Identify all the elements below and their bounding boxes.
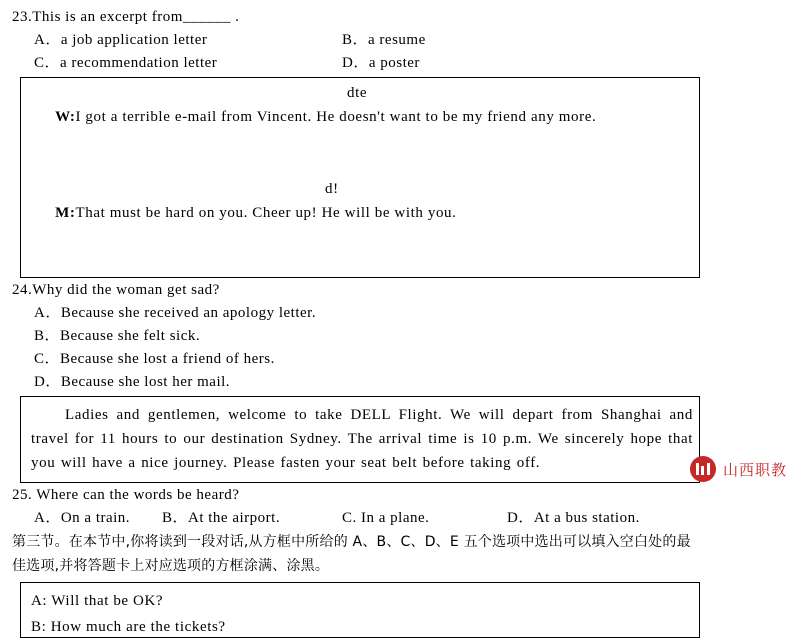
dialog-2-line-a: A: Will that be OK?	[31, 593, 164, 609]
dialog-1-woman-line	[29, 81, 691, 177]
listening-dialog-box-2	[20, 582, 700, 638]
question-25-option-a: A．On a train.	[34, 510, 131, 526]
wechat-logo-icon	[690, 456, 716, 482]
watermark-label: 山西职教	[722, 460, 787, 479]
question-23-option-a: A．a job application letter	[34, 32, 208, 48]
question-25-option-d: D．At a bus station.	[507, 510, 640, 526]
dialog-1-man-speaker: M:	[55, 205, 76, 221]
question-25-options-row	[12, 507, 785, 530]
question-24-stem: 24.Why did the woman get sad?	[12, 282, 220, 298]
dialog-1-woman-text: I got a terrible e-mail from Vincent. He doesn't want to be my friend any more.	[75, 109, 597, 125]
dialog-1-woman-speaker: W:	[55, 109, 76, 125]
question-24-option-a: A．Because she received an apology letter.	[34, 305, 317, 321]
dialog-1-woman-overlap-text: dte	[347, 85, 368, 101]
question-24-option-d: D．Because she lost her mail.	[34, 374, 231, 390]
question-24-option-c: C．Because she lost a friend of hers.	[34, 351, 275, 367]
question-23-option-d: D．a poster	[342, 55, 420, 71]
section-3-instruction: 第三节。在本节中,你将读到一段对话,从方框中所给的 A、B、C、D、E 五个选项中选出可以填入空白处的最佳选项,并将答题卡上对应选项的方框涂满、涂黑。	[12, 534, 691, 574]
dialog-1-man-overlap-text: d!	[325, 181, 339, 197]
question-25-option-b: B．At the airport.	[162, 510, 281, 526]
watermark	[690, 456, 787, 482]
question-23-options-row-1	[12, 29, 785, 52]
question-25-stem: 25. Where can the words be heard?	[12, 487, 240, 503]
question-23-options-row-2	[12, 52, 785, 75]
dialog-2-line-b: B: How much are the tickets?	[31, 619, 226, 635]
question-23-stem: 23.This is an excerpt from______ .	[12, 9, 240, 25]
listening-passage-text: Ladies and gentlemen, welcome to take DELL Flight. We will depart from Shanghai and travel for 11 hours to our destination Sydney. The arrival time is 10 p.m. We sincerely hope that you will have a nice journey. Please fasten your seat belt before taking off.	[31, 407, 693, 471]
question-25-option-c: C. In a plane.	[342, 510, 430, 526]
dialog-1-man-line	[29, 177, 691, 273]
question-23-option-c: C．a recommendation letter	[34, 55, 218, 71]
question-23-option-b: B．a resume	[342, 32, 426, 48]
listening-passage-box	[20, 396, 700, 483]
listening-dialog-box-1	[20, 77, 700, 278]
question-24-option-b: B．Because she felt sick.	[34, 328, 201, 344]
dialog-1-man-text: That must be hard on you. Cheer up! He will be with you.	[75, 205, 457, 221]
